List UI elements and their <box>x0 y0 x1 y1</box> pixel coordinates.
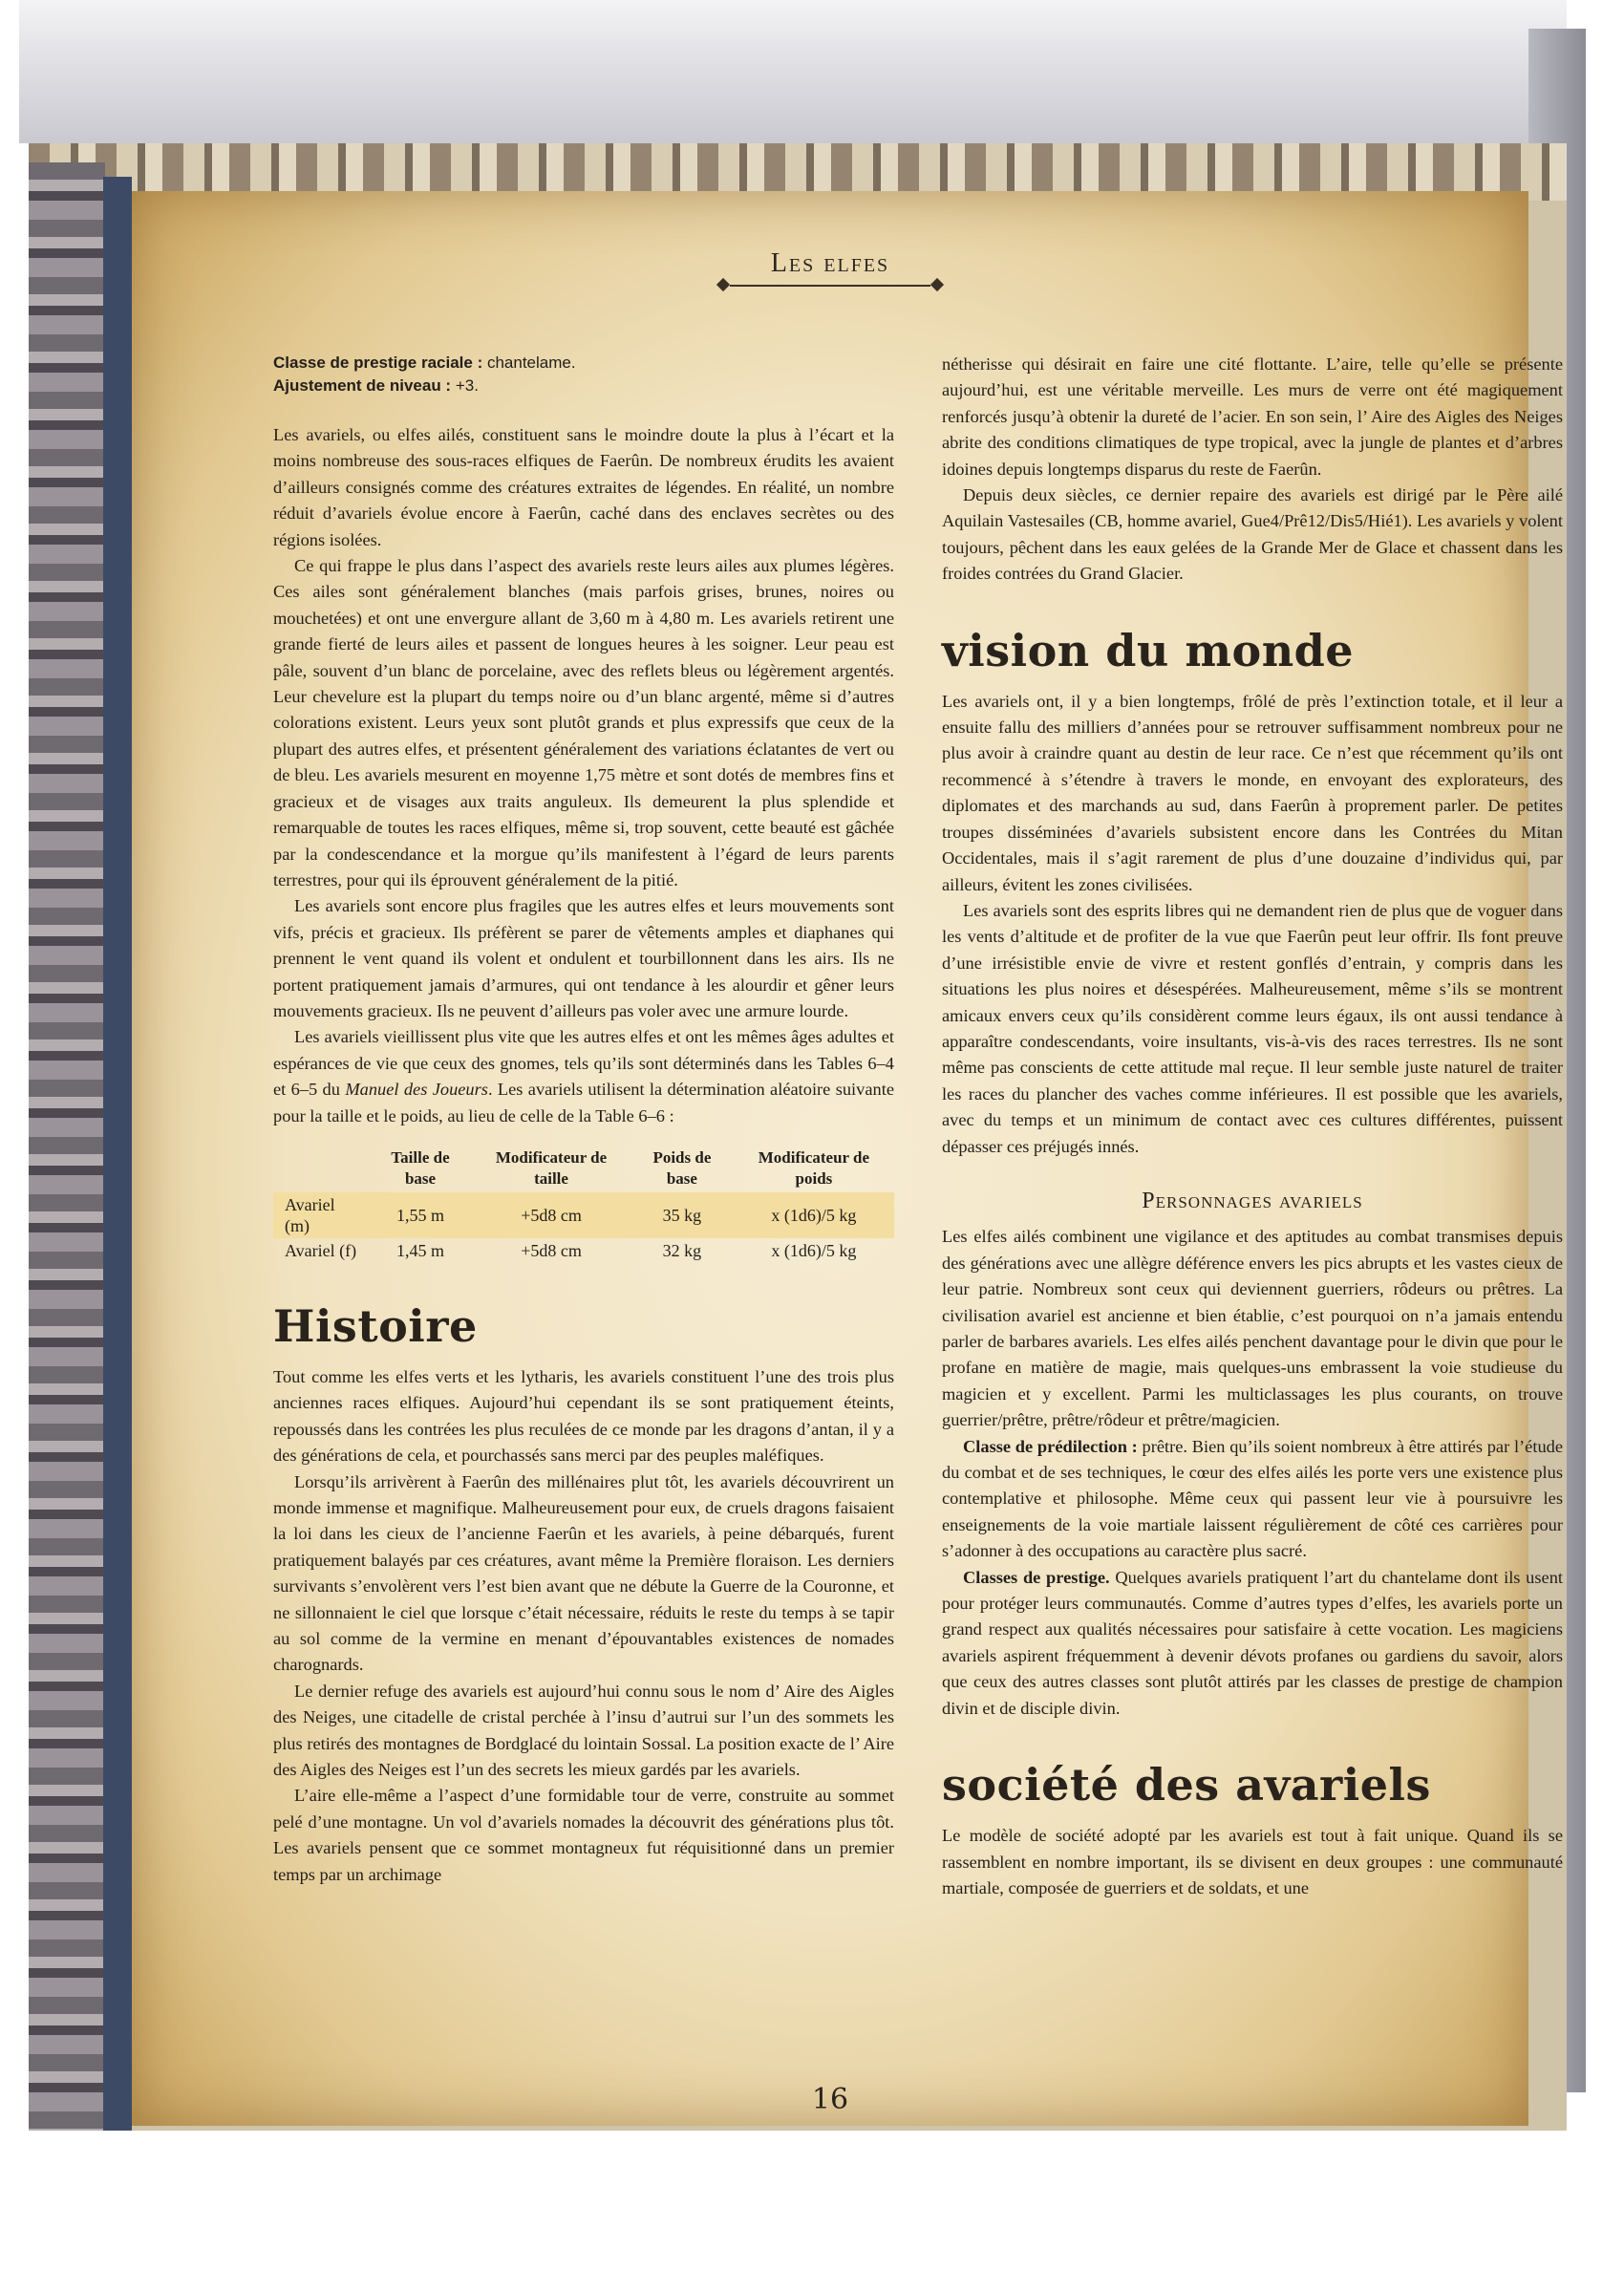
decorative-chain-border <box>29 162 105 2131</box>
page-number: 16 <box>811 2083 849 2116</box>
paragraph: Les elfes ailés combinent une vigilance et des aptitudes au combat transmises depuis des générations avec une allègre déférence envers les pics abrupts et les vastes cieux de leur patrie. Nombreux sont ceux qui deviennent guerriers, rôdeurs ou prêtres. La civilisation avariel est ancienne et bien établie, c’est pourquoi on n’a jamais entendu parler de barbares avariels. Les elfes ailés penchent davantage pour le divin que pour le profane en matière de magie, mais quelques-uns embrassent la voie studieuse du magicien et y excellent. Parmi les multiclassages les plus courants, on trouve guerrier/prêtre, prêtre/rôdeur et prêtre/magicien. <box>942 1227 1563 1430</box>
section-title-vision: vision du monde <box>942 624 1355 676</box>
table-cell: Avariel (m) <box>273 1192 369 1238</box>
meta-label: Classe de prestige raciale : <box>273 354 483 372</box>
left-column <box>273 352 894 1888</box>
section-title-societe: société des avariels <box>942 1759 1431 1811</box>
table-cell: 35 kg <box>630 1192 734 1238</box>
table-cell: 32 kg <box>662 1240 702 1260</box>
paragraph: Depuis deux siècles, ce dernier repaire des avariels est dirigé par le Père ailé Aquilain Vastesailes (CB, homme avariel, Gue4/Prê12/Dis5/Hié1). Les avariels y volent toujours, pêchent dans les eaux gelées de la Grande Mer de Glace et chassent dans les froides contrées du Grand Glacier. <box>942 485 1563 584</box>
text: Les avariels vieillissent plus vite que les autres elfes et ont les mêmes âges adultes et espérances de vie que ceux des gnomes, tels qu’ils sont déterminés dans les Tables 6–4 et 6–5 du <box>273 1027 894 1100</box>
paragraph: Lorsqu’ils arrivèrent à Faerûn des millénaires plut tôt, les avariels découvrirent un monde immense et magnifique. Malheureusement pour eux, de cruels dragons faisaient la loi dans les cieux de l’ancienne Faerûn et les avariels, à peine débarqués, furent pratiquement balayés par ces créatures, avant même la Première floraison. Les derniers survivants s’envolèrent vers l’est bien avant que ne débute la Guerre de la Couronne, et ne sillonnaient le ciel que lorsque c’était nécessaire, réduits le reste du temps à se tapir au sol comme de la vermine en menant d’épouvantables existences de nomades charognards. <box>273 1471 894 1675</box>
book-spine <box>103 177 132 2131</box>
meta-label: Ajustement de niveau : <box>273 376 452 395</box>
header-ornament <box>730 285 930 287</box>
text: prêtre. Bien qu’ils soient nombreux à être attirés par l’étude du combat et de ses techniques, le cœur des elfes ailés les porte vers une existence plus contemplative et philosophe. Même ceux qui passent leur vie à poursuivre les enseignements de la voie martiale laissent régulièrement de côté ces carrières pour s’adonner à des occupations au caractère plus sacré. <box>942 1436 1563 1561</box>
parchment-page <box>132 191 1563 2126</box>
inline-label: Classes de prestige. <box>963 1567 1110 1587</box>
table-header: Modificateur de taille <box>495 1147 608 1188</box>
meta-value: chantelame. <box>482 354 576 372</box>
paragraph: Les avariels ont, il y a bien longtemps, frôlé de près l’extinction totale, et il leur a ensuite fallu des milliers d’années pour se retrouver suffisamment nombreux pour ne plus avoir à craindre quant au destin de leur race. Ce n’est que récemment qu’ils ont recommencé à s’étendre à travers le monde, en envoyant des explorateurs, des diplomates et des marchands au sud, dans Faerûn à proprement parler. De petites troupes disséminées d’avariels subsistent encore dans les Contrées du Mitan Occidentales, mais il s’agit rarement de plus d’une douzaine d’individus qui, par ailleurs, évitent les zones civilisées. <box>942 691 1563 894</box>
running-header <box>132 248 1528 287</box>
table-header: Modificateur de poids <box>758 1147 870 1188</box>
table-row <box>273 1192 894 1238</box>
paragraph: Tout comme les elfes verts et les lytharis, les avariels constituent l’une des trois plus anciennes races elfiques. Aujourd’hui cependant ils se sont pratiquement éteints, repoussés dans les contrées les plus reculées de ce monde par les dragons d’antan, il y a des générations de cela, et pourchassés sans merci par des peuples maléfiques. <box>273 1366 894 1466</box>
table-cell: Avariel (f) <box>285 1240 357 1260</box>
table-cell: +5d8 cm <box>472 1192 630 1238</box>
subsection-title-personnages: Personnages avariels <box>1142 1188 1363 1213</box>
table-cell: 1,45 m <box>395 1240 444 1260</box>
section-title-histoire: Histoire <box>273 1299 478 1352</box>
right-column <box>942 352 1563 1901</box>
text: . Les avariels utilisent la détermination aléatoire suivante pour la taille et le poids, au lieu de celle de la Table 6–6 : <box>273 1080 894 1125</box>
table-row <box>273 1238 894 1263</box>
scanner-background <box>19 0 1567 143</box>
paragraph <box>273 1024 894 1129</box>
racial-prestige-line <box>273 352 894 375</box>
table-cell: x (1d6)/5 kg <box>734 1192 894 1238</box>
header-title: Les elfes <box>770 248 890 278</box>
book-title: Manuel des Joueurs <box>345 1080 488 1100</box>
paragraph <box>942 1434 1563 1565</box>
table-cell: +5d8 cm <box>521 1240 582 1260</box>
paragraph: Ce qui frappe le plus dans l’aspect des avariels reste leurs ailes aux plumes légères. Ces ailes sont généralement blanches (mais parfois grises, brunes, noires ou mouchetées) et ont une envergure allant de 3,60 m à 4,80 m. Les avariels retirent une grande fierté de leurs ailes et passent de longues heures à les soigner. Leur peau est pâle, souvent d’un blanc de porcelaine, avec des reflets bleus ou légèrement argentés. Leur chevelure est la plupart du temps noire ou d’un blanc argenté, même si d’autres colorations existent. Leurs yeux sont plutôt grands et plus expressifs que ceux de la plupart des autres elfes, et présentent généralement des variations éclatantes de vert ou de bleu. Les avariels mesurent en moyenne 1,75 mètre et sont dotés de membres fins et gracieux et de visages aux traits anguleux. Ils demeurent la plus splendide et remarquable de toutes les races elfiques, même si, trop souvent, cette beauté est gâchée par la condescendance et la morgue qu’ils manifestent à l’égard de leurs parents terrestres, pour qui ils éprouvent généralement de la pitié. <box>273 556 894 889</box>
table-header: Taille de base <box>391 1147 450 1188</box>
meta-value: +3. <box>451 376 479 395</box>
paragraph <box>942 1565 1563 1722</box>
table-header-row <box>273 1145 894 1192</box>
paragraph: nétherisse qui désirait en faire une cité flottante. L’aire, telle qu’elle se présente aujourd’hui, est une véritable merveille. Les murs de verre ont été magiquement renforcés jusqu’à obtenir la dureté de l’acier. En son sein, l’ Aire des Aigles des Neiges abrite des conditions climatiques de type tropical, avec la jungle de plantes et d’arbres idoines depuis longtemps disparus du reste de Faerûn. <box>942 354 1563 479</box>
paragraph: Les avariels, ou elfes ailés, constituent sans le moindre doute la plus à l’écart et la moins nombreuse des sous-races elfiques de Faerûn. De nombreux érudits les avaient d’ailleurs consignés comme des créatures extraites de légendes. En réalité, un nombre réduit d’avariels évolue encore à Faerûn, caché dans des enclaves secrètes ou des régions isolées. <box>273 425 894 549</box>
height-weight-table <box>273 1145 894 1263</box>
paragraph: Le modèle de société adopté par les avariels est tout à fait unique. Quand ils se rassemblent en nombre important, ils se divisent en deux groupes : une communauté martiale, composée de guerriers et de soldats, et une <box>942 1826 1563 1897</box>
table-cell: x (1d6)/5 kg <box>771 1240 857 1260</box>
table-header: Poids de base <box>652 1147 712 1188</box>
text: Quelques avariels pratiquent l’art du chantelame dont ils usent pour protéger leurs communautés. Comme d’autres types d’elfes, les avariels porte un grand respect aux qualités nécessaires pour satisfaire à cette vocation. Les magiciens avariels aspirent fréquemment à devenir dévots profanes ou gardiens du savoir, alors que ceux des autres classes sont plutôt attirés par les classes de prestige de champion divin et de disciple divin. <box>942 1567 1563 1718</box>
table-cell: 1,55 m <box>369 1192 472 1238</box>
paragraph: Les avariels sont des esprits libres qui ne demandent rien de plus que de voguer dans les vents d’altitude et de profiter de la vue que Faerûn peut leur offrir. Ils font preuve d’une irrésistible envie de vivre et restent gonflés d’entrain, y compris dans les situations les plus noires et désespérées. Malheureusement, même s’ils se montrent amicaux envers ceux qu’ils considèrent comme leurs égaux, ils ont aussi tendance à apparaître condescendants, voire insultants, vis-à-vis des races terrestres. Ils ne sont même pas conscients de cette attitude mal reçue. Il leur semble juste naturel de traiter les races du plancher des vaches comme inférieures. Il est possible que les avariels, avec du temps et un minimum de contact avec ces cultures différentes, puissent dépasser ces préjugés innés. <box>942 900 1563 1156</box>
paragraph: L’aire elle-même a l’aspect d’une formidable tour de verre, construite au sommet pelé d’une montagne. Un vol d’avariels nomades la découvrit des générations plus tôt. Les avariels pensent que ce sommet montagneux fut réquisitionné dans un premier temps par un archimage <box>273 1786 894 1884</box>
paragraph: Le dernier refuge des avariels est aujourd’hui connu sous le nom d’ Aire des Aigles des Neiges, une citadelle de cristal perchée à l’insu d’autrui sur l’un des sommets les plus retirés des montagnes de Bordglacé du lointain Sossal. La position exacte de l’ Aire des Aigles des Neiges est l’un des secrets les mieux gardés par les avariels. <box>273 1681 894 1780</box>
table-header <box>273 1145 369 1192</box>
level-adjustment-line <box>273 375 894 397</box>
paragraph: Les avariels sont encore plus fragiles que les autres elfes et leurs mouvements sont vifs, précis et gracieux. Ils préfèrent se parer de vêtements amples et diaphanes qui prennent le vent quand ils volent et ondulent et tourbillonnent dans les airs. Ils ne portent pratiquement jamais d’armures, qui ont tendance à les alourdir et gêner leurs mouvements gracieux. Ils ne peuvent d’ailleurs pas voler avec une armure lourde. <box>273 896 894 1020</box>
inline-label: Classe de prédilection : <box>963 1436 1138 1456</box>
